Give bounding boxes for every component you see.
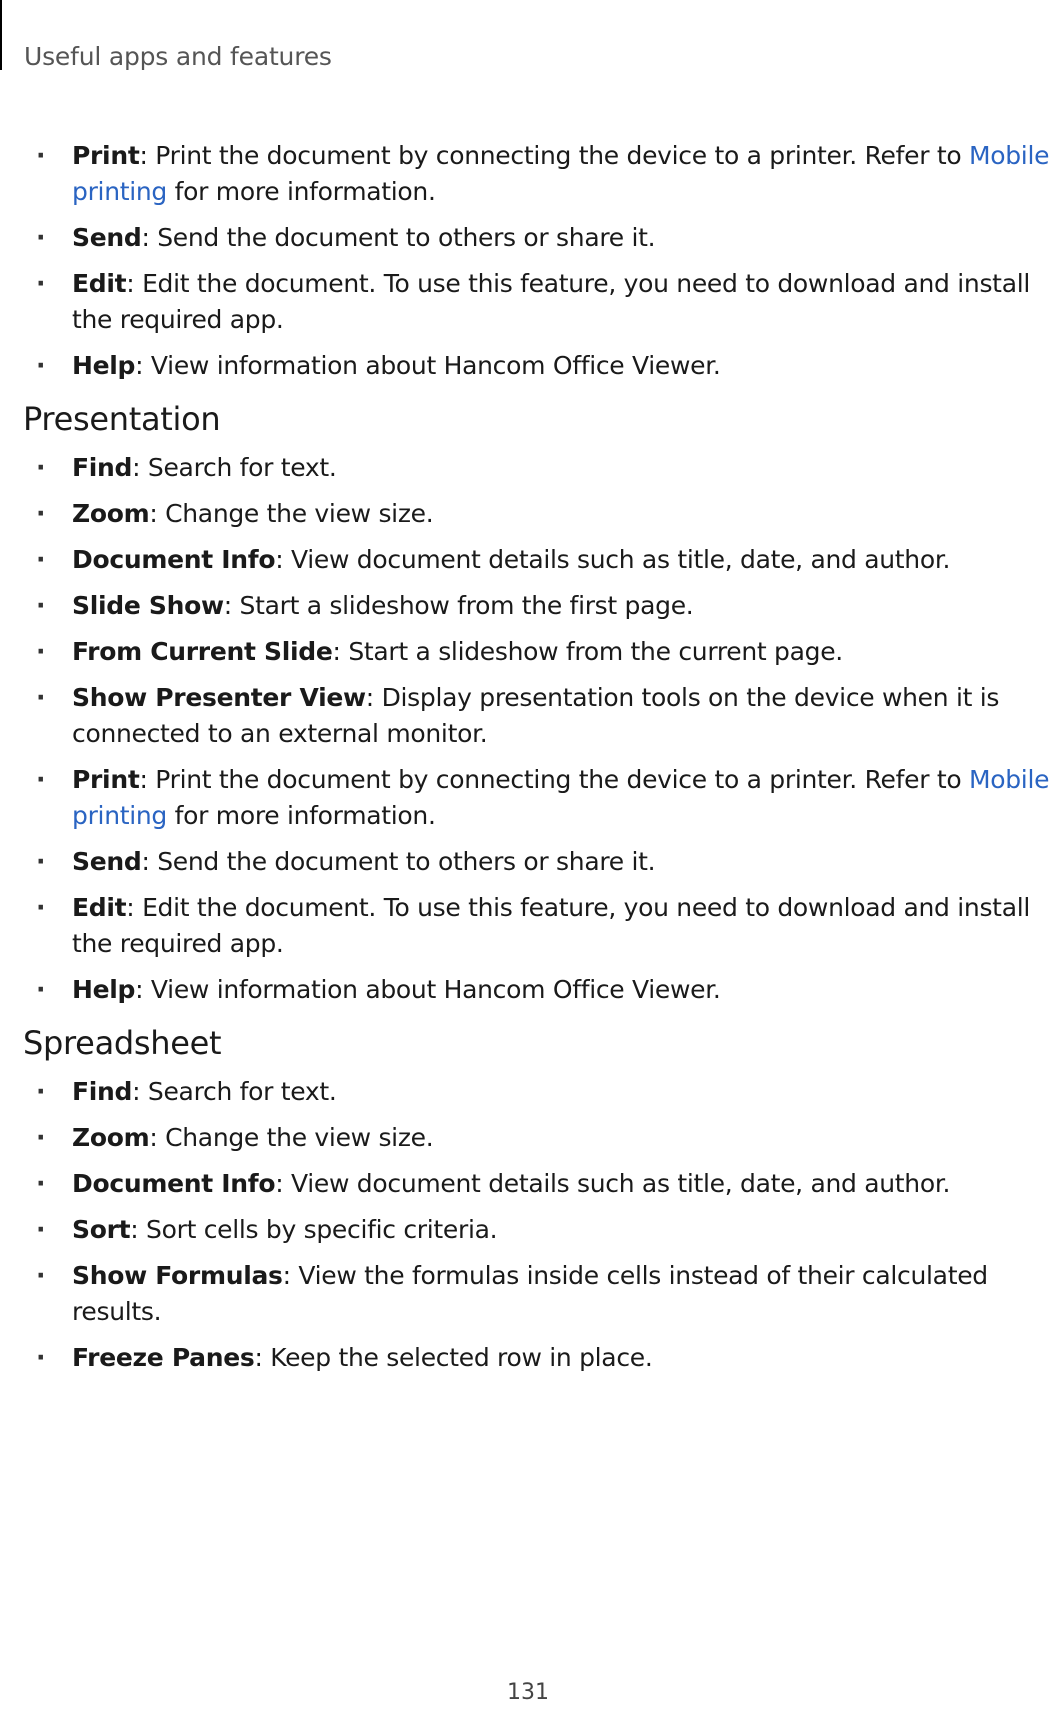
- item-term: Edit: [72, 269, 127, 298]
- page-number: 131: [507, 1680, 549, 1705]
- item-description: : View the formulas inside cells instead of their calculated results.: [72, 1261, 988, 1326]
- item-term: Show Formulas: [72, 1261, 283, 1290]
- item-term: Help: [72, 975, 136, 1004]
- item-description: : View document details such as title, date, and author.: [275, 1169, 951, 1198]
- list-item: [24, 1212, 1054, 1248]
- item-term: Edit: [72, 893, 127, 922]
- list-item: [24, 496, 1054, 532]
- item-description: : Keep the selected row in place.: [254, 1343, 653, 1372]
- list-item: [24, 348, 1054, 384]
- list-item: [24, 220, 1054, 256]
- list-item: [24, 890, 1054, 962]
- item-term: Sort: [72, 1215, 131, 1244]
- list-item: [24, 972, 1054, 1008]
- item-description: : Print the document by connecting the device to a printer. Refer to: [139, 765, 969, 794]
- item-term: Print: [72, 765, 140, 794]
- section-heading-spreadsheet: Spreadsheet: [23, 1024, 222, 1062]
- item-term: From Current Slide: [72, 637, 333, 666]
- item-description: : Print the document by connecting the device to a printer. Refer to: [139, 141, 969, 170]
- item-term: Send: [72, 847, 142, 876]
- bullet-list: [24, 1074, 1054, 1376]
- list-item: [24, 138, 1054, 210]
- item-term: Zoom: [72, 1123, 150, 1152]
- bullet-list: [24, 450, 1054, 1008]
- mobile-printing-link[interactable]: Mobile printing: [72, 141, 1050, 206]
- item-description: : Edit the document. To use this feature, you need to download and install the required app.: [72, 893, 1031, 958]
- item-description: : View document details such as title, date, and author.: [275, 545, 951, 574]
- list-item: [24, 762, 1054, 834]
- item-description: : Start a slideshow from the first page.: [223, 591, 694, 620]
- section-heading-presentation: Presentation: [23, 400, 221, 438]
- list-item: [24, 634, 1054, 670]
- header-rule: [0, 0, 2, 70]
- item-term: Print: [72, 141, 140, 170]
- item-description: : Start a slideshow from the current page.: [332, 637, 843, 666]
- item-description: : Display presentation tools on the device when it is connected to an external monitor.: [72, 683, 1000, 748]
- list-item: [24, 266, 1054, 338]
- item-description: : Sort cells by specific criteria.: [130, 1215, 498, 1244]
- list-item: [24, 1340, 1054, 1376]
- item-description: : Edit the document. To use this feature, you need to download and install the required app.: [72, 269, 1031, 334]
- list-item: [24, 680, 1054, 752]
- list-item: [24, 1258, 1054, 1330]
- item-description-tail: for more information.: [167, 801, 436, 830]
- mobile-printing-link[interactable]: Mobile printing: [72, 765, 1050, 830]
- list-item: [24, 1120, 1054, 1156]
- item-term: Document Info: [72, 1169, 276, 1198]
- page-header: Useful apps and features: [24, 42, 332, 71]
- item-description: : Search for text.: [132, 1077, 337, 1106]
- item-description: : View information about Hancom Office Viewer.: [135, 351, 721, 380]
- item-term: Find: [72, 1077, 133, 1106]
- list-item: [24, 450, 1054, 486]
- item-term: Show Presenter View: [72, 683, 366, 712]
- item-term: Find: [72, 453, 133, 482]
- item-term: Help: [72, 351, 136, 380]
- item-term: Zoom: [72, 499, 150, 528]
- item-description: : Change the view size.: [149, 499, 434, 528]
- list-item: [24, 588, 1054, 624]
- item-term: Document Info: [72, 545, 276, 574]
- list-item: [24, 542, 1054, 578]
- item-description: : Send the document to others or share it.: [141, 847, 656, 876]
- list-item: [24, 1074, 1054, 1110]
- item-description: : Search for text.: [132, 453, 337, 482]
- bullet-list: [24, 138, 1054, 384]
- item-description: : Change the view size.: [149, 1123, 434, 1152]
- item-term: Slide Show: [72, 591, 224, 620]
- item-description: : Send the document to others or share it.: [141, 223, 656, 252]
- list-item: [24, 844, 1054, 880]
- item-term: Freeze Panes: [72, 1343, 255, 1372]
- item-description-tail: for more information.: [167, 177, 436, 206]
- list-item: [24, 1166, 1054, 1202]
- item-term: Send: [72, 223, 142, 252]
- item-description: : View information about Hancom Office Viewer.: [135, 975, 721, 1004]
- document-body: [24, 138, 1054, 1386]
